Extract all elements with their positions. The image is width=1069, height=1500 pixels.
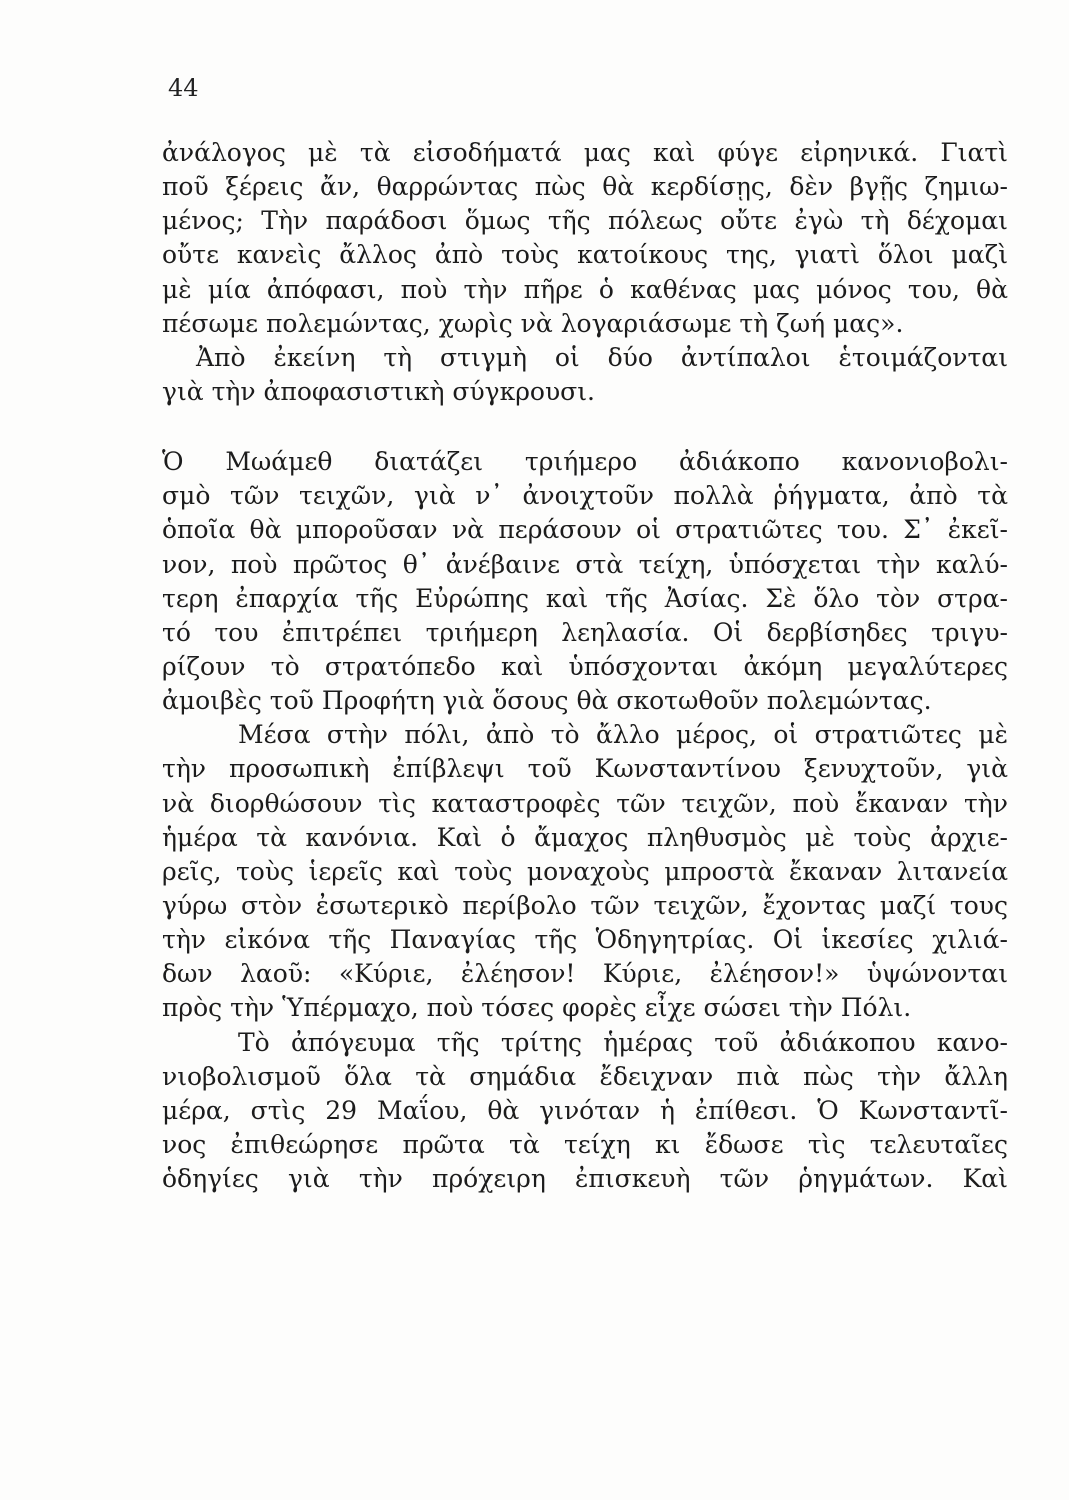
text-line: Τὸ ἀπόγευμα τῆς τρίτης ἡμέρας τοῦ ἀδιάκοπου κανο- bbox=[238, 1027, 1008, 1057]
text-line: δων λαοῦ: «Κύριε, ἐλέησον! Κύριε, ἐλέησον!» ὑψώνονται bbox=[162, 959, 1008, 989]
text-line: ποῦ ξέρεις ἄν, θαρρώντας πὼς θὰ κερδίσῃς, δὲν βγῇς ζημιω- bbox=[162, 172, 1008, 202]
text-line: τερη ἐπαρχία τῆς Εὐρώπης καὶ τῆς Ἀσίας. Σὲ ὅλο τὸν στρα- bbox=[162, 583, 1008, 613]
paragraph-gap bbox=[162, 409, 1008, 445]
text-line: Ὁ Μωάμεθ διατάζει τριήμερο ἀδιάκοπο κανονιοβολι- bbox=[162, 447, 1008, 477]
text-line: τὴν εἰκόνα τῆς Παναγίας τῆς Ὁδηγητρίας. Οἱ ἱκεσίες χιλιά- bbox=[162, 925, 1008, 955]
page-number: 44 bbox=[168, 74, 199, 102]
text-line: ἡμέρα τὰ κανόνια. Καὶ ὁ ἄμαχος πληθυσμὸς μὲ τοὺς ἀρχιε- bbox=[162, 822, 1008, 852]
text-line: ἀνάλογος μὲ τὰ εἰσοδήματά μας καὶ φύγε εἰρηνικά. Γιατὶ bbox=[162, 138, 1008, 167]
text-line: μέρα, στὶς 29 Μαΐου, θὰ γινόταν ἡ ἐπίθεσι. Ὁ Κωνσταντῖ- bbox=[162, 1095, 1008, 1125]
text-line: ὁδηγίες γιὰ τὴν πρόχειρη ἐπισκευὴ τῶν ῥηγμάτων. Καὶ bbox=[162, 1164, 1008, 1194]
text-line: οὔτε κανεὶς ἄλλος ἀπὸ τοὺς κατοίκους της, γιατὶ ὅλοι μαζὶ bbox=[162, 240, 1008, 270]
text-line: μὲ μία ἀπόφασι, ποὺ τὴν πῆρε ὁ καθένας μας μόνος του, θὰ bbox=[162, 274, 1008, 304]
text-line: νον, ποὺ πρῶτος θ᾽ ἀνέβαινε στὰ τείχη, ὑπόσχεται τὴν καλύ- bbox=[162, 549, 1008, 579]
body-text bbox=[162, 136, 1008, 1196]
text-line: ρίζουν τὸ στρατόπεδο καὶ ὑπόσχονται ἀκόμη μεγαλύτερες bbox=[162, 651, 1008, 681]
text-line: τό του ἐπιτρέπει τριήμερη λεηλασία. Οἱ δερβίσηδες τριγυ- bbox=[162, 617, 1008, 647]
text-line: νὰ διορθώσουν τὶς καταστροφὲς τῶν τειχῶν, ποὺ ἔκαναν τὴν bbox=[162, 788, 1008, 818]
text-line: ὁποῖα θὰ μποροῦσαν νὰ περάσουν οἱ στρατιῶτες του. Σ᾽ ἐκεῖ- bbox=[162, 515, 1008, 545]
text-line: σμὸ τῶν τειχῶν, γιὰ ν᾽ ἀνοιχτοῦν πολλὰ ῥήγματα, ἀπὸ τὰ bbox=[162, 481, 1008, 511]
text-line: τὴν προσωπικὴ ἐπίβλεψι τοῦ Κωνσταντίνου ξενυχτοῦν, γιὰ bbox=[162, 754, 1008, 784]
text-line: γιὰ τὴν ἀποφασιστικὴ σύγκρουσι. bbox=[162, 376, 595, 406]
text-line: νος ἐπιθεώρησε πρῶτα τὰ τείχη κι ἔδωσε τὶς τελευταῖες bbox=[162, 1129, 1008, 1159]
text-line: νιοβολισμοῦ ὅλα τὰ σημάδια ἔδειχναν πιὰ πὼς τὴν ἄλλη bbox=[162, 1061, 1008, 1091]
text-line: Ἀπὸ ἐκείνη τὴ στιγμὴ οἱ δύο ἀντίπαλοι ἑτοιμάζονται bbox=[196, 342, 1008, 372]
text-line: ρεῖς, τοὺς ἱερεῖς καὶ τοὺς μοναχοὺς μπροστὰ ἔκαναν λιτανεία bbox=[162, 856, 1008, 886]
text-line: μένος; Τὴν παράδοσι ὅμως τῆς πόλεως οὔτε ἐγὼ τὴ δέχομαι bbox=[162, 206, 1008, 236]
text-line: γύρω στὸν ἐσωτερικὸ περίβολο τῶν τειχῶν, ἔχοντας μαζί τους bbox=[162, 890, 1008, 920]
text-line: πέσωμε πολεμώντας, χωρὶς νὰ λογαριάσωμε τὴ ζωή μας». bbox=[162, 308, 904, 338]
text-line: πρὸς τὴν Ὑπέρμαχο, ποὺ τόσες φορὲς εἶχε σώσει τὴν Πόλι. bbox=[162, 993, 912, 1023]
text-line: ἀμοιβὲς τοῦ Προφήτη γιὰ ὅσους θὰ σκοτωθοῦν πολεμώντας. bbox=[162, 686, 932, 716]
text-line: Μέσα στὴν πόλι, ἀπὸ τὸ ἄλλο μέρος, οἱ στρατιῶτες μὲ bbox=[238, 720, 1008, 750]
